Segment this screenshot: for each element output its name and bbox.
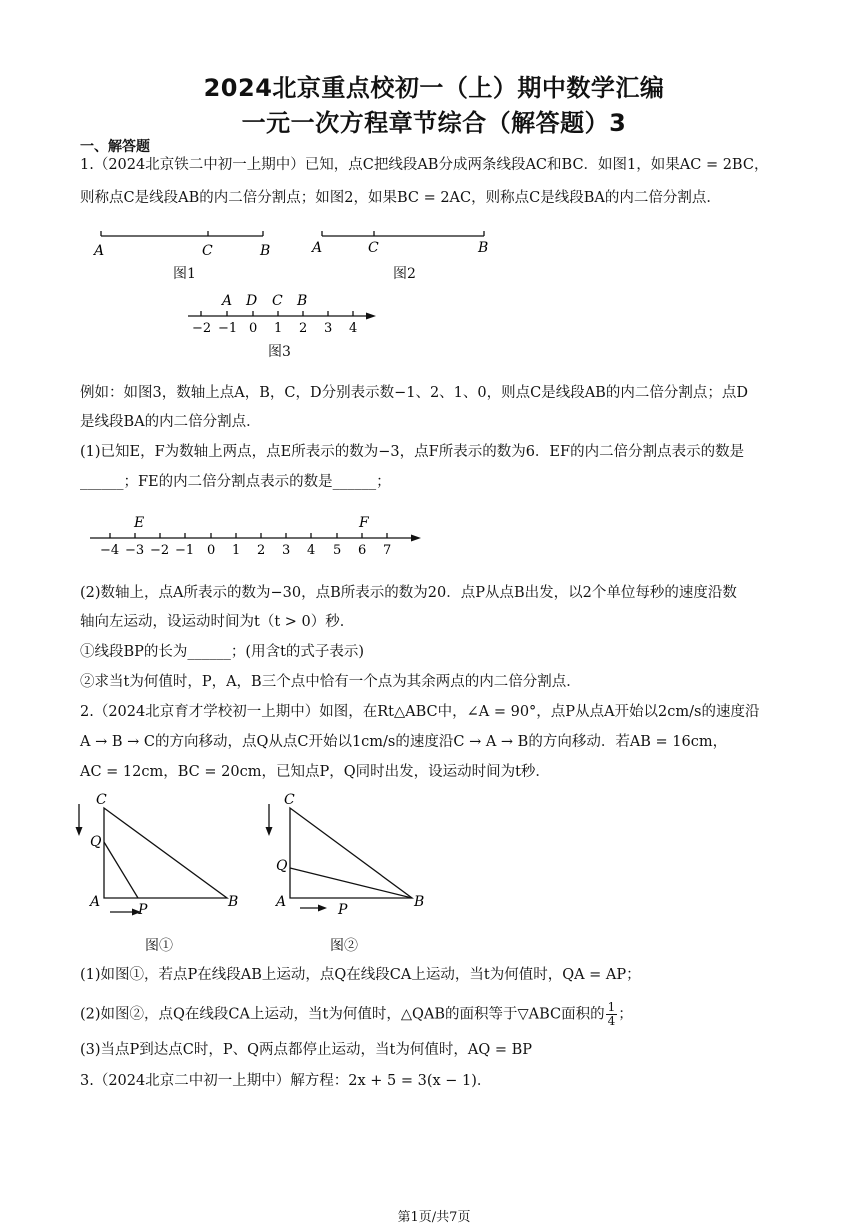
triangle-fig2: [266, 792, 425, 918]
fig1-label-b: B: [260, 243, 271, 259]
q2-part2-fraction: [606, 1001, 618, 1028]
fig2-label-c: C: [284, 792, 295, 808]
fig1-caption: 图1: [173, 266, 196, 282]
axis2-tick-m2: −2: [150, 543, 170, 558]
q1-text-line2: 则称点C是线段AB的内二倍分割点；如图2，如果BC = 2AC，则称点C是线段BA的内二倍分割点．: [80, 190, 721, 206]
fig3-label-a: A: [222, 293, 233, 309]
q2-text-line1: 2.（2024北京育才学校初一上期中）如图，在Rt△ABC中，∠A = 90°，点P从点A开始以2cm/s的速度沿: [80, 704, 760, 720]
fig1-label-p: P: [138, 902, 148, 918]
axis2-label-e: E: [134, 515, 145, 531]
q1-part1-number-line: [88, 510, 428, 560]
fig1-label-c: C: [202, 243, 213, 259]
fig2-label-c: C: [368, 240, 379, 256]
fig3-tick-4: 4: [349, 321, 358, 336]
fig2-label-a: A: [312, 240, 323, 256]
axis2-tick-m1: −1: [175, 543, 195, 558]
axis2-tick-6: 6: [358, 543, 367, 558]
fig3-tick-1: 1: [274, 321, 283, 336]
q2-fig1-caption: 图①: [145, 938, 173, 954]
fig3-tick-2: 2: [299, 321, 308, 336]
fig3-tick-m1: −1: [218, 321, 238, 336]
fig2-segment: [310, 231, 488, 256]
fig2-label-b: B: [414, 894, 425, 910]
axis2-tick-4: 4: [307, 543, 316, 558]
axis2-tick-m3: −3: [125, 543, 145, 558]
fig1-label-a: A: [90, 894, 101, 910]
section-heading: 一、解答题: [80, 139, 150, 155]
q1-text-line1: 1.（2024北京铁二中初一上期中）已知，点C把线段AB分成两条线段AC和BC．如图1，如果AC = 2BC，: [80, 157, 769, 173]
fig1-label-a: A: [94, 243, 105, 259]
q1-part2-line2: 轴向左运动，设运动时间为t（t > 0）秒．: [80, 614, 355, 630]
fraction-numerator: 1: [607, 1000, 616, 1014]
fig3-tick-m2: −2: [192, 321, 212, 336]
fig2-label-q: Q: [276, 858, 288, 874]
axis2-tick-7: 7: [383, 543, 392, 558]
fig1-label-b: B: [228, 894, 239, 910]
fig1-segment: [92, 231, 270, 259]
q1-part1-line2: ______；FE的内二倍分割点表示的数是______；: [80, 474, 391, 490]
q2-triangle-figures: [72, 786, 452, 926]
axis2-tick-1: 1: [232, 543, 241, 558]
page-footer: 第1页/共7页: [397, 1210, 471, 1225]
q2-part2-text: (2)如图②，点Q在线段CA上运动，当t为何值时，△QAB的面积等于▽ABC面积的: [80, 1006, 605, 1023]
fig3-label-b: B: [297, 293, 308, 309]
q2-text-line2: A → B → C的方向移动，点Q从点C开始以1cm/s的速度沿C → A → B的方向移动．若AB = 16cm，: [80, 734, 728, 750]
axis2-tick-2: 2: [257, 543, 266, 558]
q2-fig2-caption: 图②: [330, 938, 358, 954]
q2-text-line3: AC = 12cm，BC = 20cm，已知点P，Q同时出发，设运动时间为t秒．: [80, 764, 550, 780]
q3-text: 3.（2024北京二中初一上期中）解方程：2x + 5 = 3(x − 1)．: [80, 1073, 492, 1089]
page-title-line1: 2024北京重点校初一（上）期中数学汇编: [203, 74, 665, 102]
axis2-tick-3: 3: [282, 543, 291, 558]
q1-part1-line1: (1)已知E，F为数轴上两点，点E所表示的数为−3，点F所表示的数为6．EF的内二倍分割点表示的数是: [80, 444, 745, 460]
fig3-caption: 图3: [268, 344, 291, 360]
q2-part2: [80, 1001, 796, 1028]
fraction-denominator: 4: [607, 1014, 616, 1028]
q1-example-line2: 是线段BA的内二倍分割点．: [80, 414, 261, 430]
q1-part2-sub-a: ①线段BP的长为______；(用含t的式子表示): [80, 644, 365, 660]
axis2-tick-5: 5: [333, 543, 342, 558]
fig3-tick-3: 3: [324, 321, 333, 336]
fig1-label-c: C: [96, 792, 107, 808]
q2-part3: (3)当点P到达点C时，P、Q两点都停止运动，当t为何值时，AQ = BP: [80, 1042, 532, 1058]
q2-part1: (1)如图①，若点P在线段AB上运动，点Q在线段CA上运动，当t为何值时，QA = AP；: [80, 967, 641, 983]
fig3-label-d: D: [246, 293, 258, 309]
fig3-label-c: C: [272, 293, 283, 309]
q1-example-line1: 例如：如图3，数轴上点A，B，C，D分别表示数−1、2、1、0，则点C是线段AB的内二倍分割点；点D: [80, 385, 748, 401]
fig2-label-a: A: [276, 894, 287, 910]
page-title-line2: 一元一次方程章节综合（解答题）3: [241, 109, 627, 137]
q1-part2-line1: (2)数轴上，点A所表示的数为−30，点B所表示的数为20．点P从点B出发，以2个单位每秒的速度沿数: [80, 585, 737, 601]
axis2-tick-m4: −4: [100, 543, 120, 558]
fig2-caption: 图2: [393, 266, 416, 282]
q1-part2-sub-b: ②求当t为何值时，P，A，B三个点中恰有一个点为其余两点的内二倍分割点．: [80, 674, 581, 690]
axis2-label-f: F: [359, 515, 369, 531]
fig2-label-p: P: [338, 902, 348, 918]
q2-part2-end: ；: [618, 1006, 633, 1023]
fig3-tick-0: 0: [249, 321, 258, 336]
fig3-number-line: [180, 290, 390, 340]
triangle-fig1: [76, 792, 239, 918]
q1-segment-figures: [88, 222, 508, 282]
fig2-label-b: B: [478, 240, 489, 256]
fig1-label-q: Q: [90, 834, 102, 850]
axis2-tick-0: 0: [207, 543, 216, 558]
